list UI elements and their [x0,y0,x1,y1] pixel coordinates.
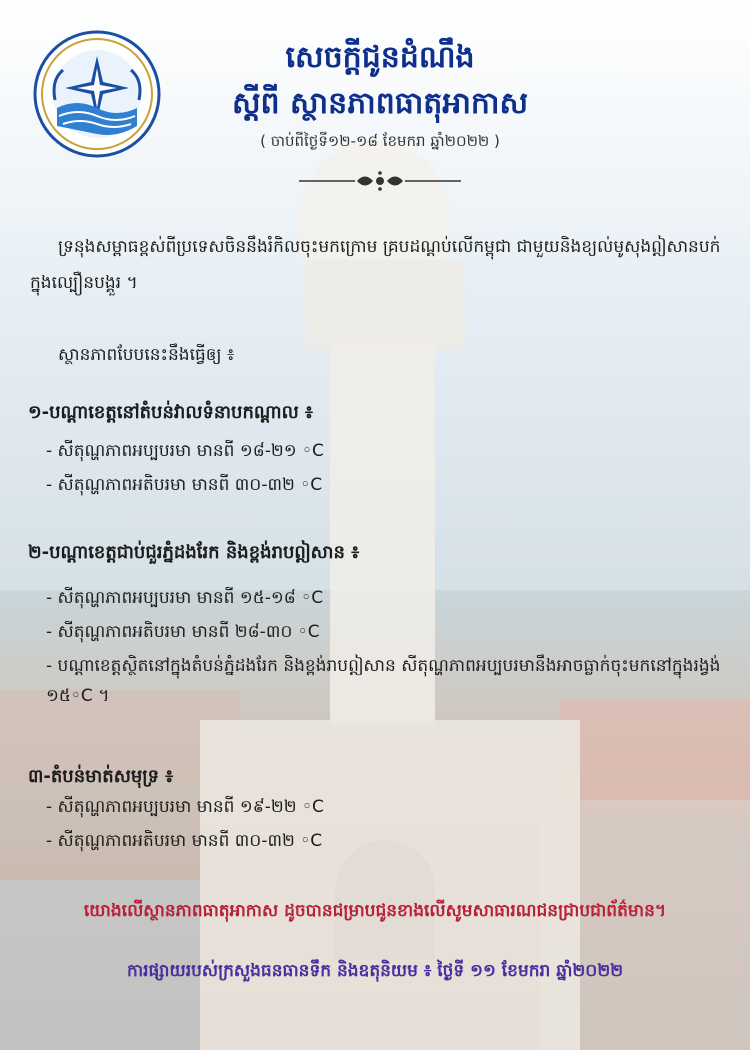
section-3-heading: ៣-តំបន់មាត់សមុទ្រ ៖ [28,766,174,787]
section-3-item: - សីតុណ្ហភាពអប្បបរមា មានពី ១៩-២២ ◦C [46,797,324,817]
intro-lead: ស្ថានភាពបែបនេះនឹងធ្វើឲ្យ ៖ [58,345,235,365]
section-3-item: - សីតុណ្ហភាពអតិបរមា មានពី ៣០-៣២ ◦C [46,831,323,851]
date-range: ( ចាប់ពីថ្ងៃទី១២-១៨ ខែមករា ឆ្នាំ២០២២ ) [260,132,500,150]
notice-footer: យោងលើស្ថានភាពធាតុអាកាស ដូចបានជម្រាបជូនខាងលើសូមសាធារណជនជ្រាបជាព័ត៌មាន។ [83,901,667,921]
section-2-item: - សីតុណ្ហភាពអប្បបរមា មានពី ១៥-១៨ ◦C [46,588,324,608]
title-line-2: ស្តីពី ស្ថានភាពធាតុអាកាស [231,86,529,121]
section-2-heading: ២-បណ្តាខេត្តជាប់ជួរភ្នំដងរែក និងខ្ពង់រាបឦសាន ៖ [28,542,360,563]
section-2-item: - បណ្តាខេត្តស្ថិតនៅក្នុងតំបន់ភ្នំដងរែក និងខ្ពង់រាបឦសាន សីតុណ្ហភាពអប្បបរមានឹងអាចធ្លាក់ចុះមកនៅក្នុងរង្វង់ ១៥◦C ។ [46,656,721,706]
publisher-line: ការផ្សាយរបស់ក្រសួងធនធានទឹក និងឧតុនិយម ៖ ថ្ងៃទី ១១ ខែមករា ឆ្នាំ២០២២ [126,961,624,981]
section-2-item: - សីតុណ្ហភាពអតិបរមា មានពី ២៨-៣០ ◦C [46,622,320,642]
section-1-item: - សីតុណ្ហភាពអប្បបរមា មានពី ១៨-២១ ◦C [46,441,324,461]
ornament-divider-icon [295,170,465,192]
intro-paragraph: ទ្រនុងសម្ពាធខ្ពស់ពីប្រទេសចិននឹងរំកិលចុះមកក្រោម គ្របដណ្តប់លើកម្ពុជា ជាមួយនិងខ្យល់មូសុងឦសានបក់ក្នុងល្បឿនបង្គួរ ។ [30,237,721,293]
section-1-item: - សីតុណ្ហភាពអតិបរមា មានពី ៣០-៣២ ◦C [46,475,323,495]
title-line-1: សេចក្តីជូនដំណឹង [285,40,475,75]
ministry-logo [33,30,161,158]
section-1-heading: ១-បណ្តាខេត្តនៅតំបន់វាលទំនាបកណ្តាល ៖ [28,402,313,423]
